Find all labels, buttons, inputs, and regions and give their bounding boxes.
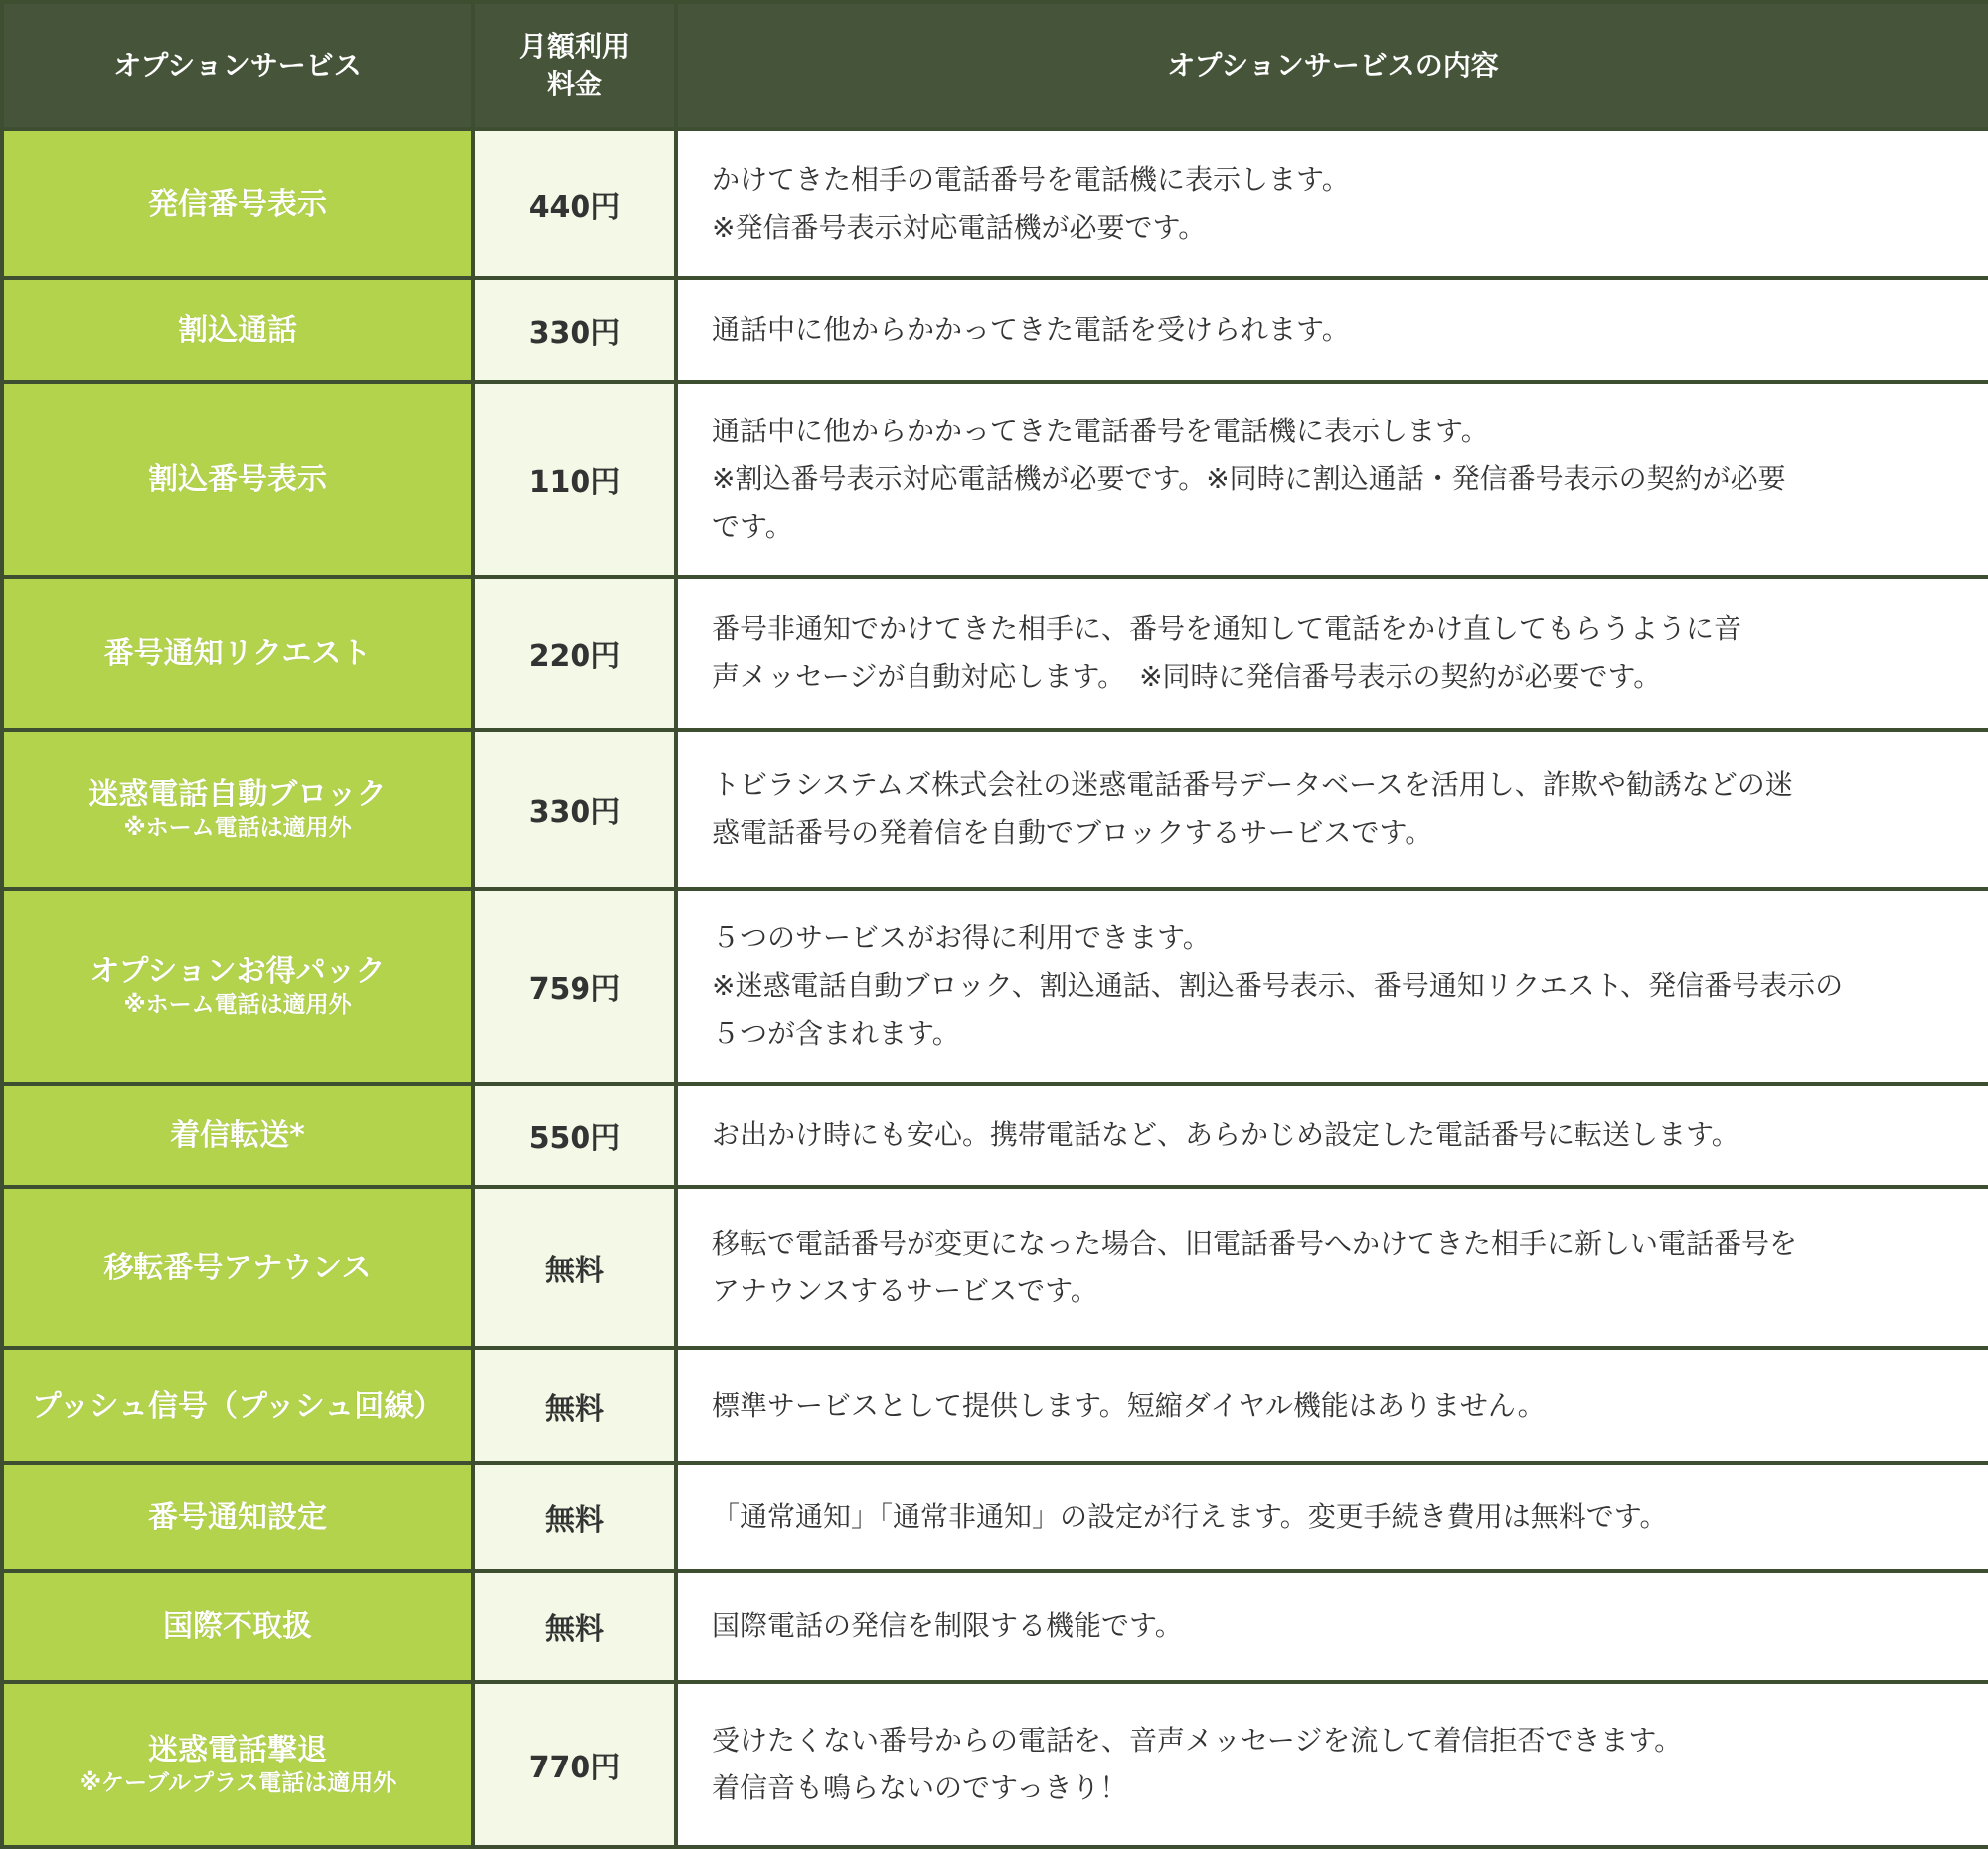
content-text: 通話中に他からかかってきた電話番号を電話機に表示します。 ※割込番号表示対応電話機が必要です。※同時に割込通話・発信番号表示の契約が必要 です。 bbox=[712, 414, 1786, 544]
service-note: ※ケーブルプラス電話は適用外 bbox=[79, 1769, 397, 1796]
content-text: 標準サービスとして提供します。短縮ダイヤル機能はありません。 bbox=[712, 1388, 1546, 1422]
price-value: 無料 bbox=[545, 1392, 604, 1427]
content-cell bbox=[678, 1086, 1988, 1189]
price-value: 330円 bbox=[528, 795, 621, 830]
service-name-cell bbox=[0, 1350, 475, 1465]
content-cell bbox=[678, 891, 1988, 1086]
service-name-cell bbox=[0, 1086, 475, 1189]
service-name: 番号通知設定 bbox=[148, 1499, 327, 1535]
service-name-cell bbox=[0, 1189, 475, 1350]
service-name: 移転番号アナウンス bbox=[103, 1250, 372, 1285]
service-name: 発信番号表示 bbox=[148, 186, 327, 222]
content-cell bbox=[678, 131, 1988, 280]
service-name: 迷惑電話撃退 bbox=[148, 1732, 327, 1767]
content-cell bbox=[678, 732, 1988, 891]
header-price-label: 月額利用 料金 bbox=[518, 30, 630, 100]
price-cell bbox=[475, 1573, 678, 1684]
content-cell bbox=[678, 384, 1988, 579]
service-name: オプションお得パック bbox=[89, 953, 386, 989]
content-text: トビラシステムズ株式会社の迷惑電話番号データベースを活用し、詐欺や勧誘などの迷 惑電話番号の発着信を自動でブロックするサービスです。 bbox=[712, 767, 1793, 849]
content-cell bbox=[678, 280, 1988, 384]
service-name: 国際不取扱 bbox=[163, 1608, 312, 1644]
header-service-label: オプションサービス bbox=[113, 49, 362, 83]
service-name-cell bbox=[0, 579, 475, 732]
service-name-cell bbox=[0, 1465, 475, 1573]
header-price bbox=[475, 0, 678, 131]
price-value: 770円 bbox=[528, 1751, 621, 1785]
price-cell bbox=[475, 131, 678, 280]
content-text: 国際電話の発信を制限する機能です。 bbox=[712, 1608, 1183, 1642]
price-cell bbox=[475, 732, 678, 891]
content-cell bbox=[678, 1573, 1988, 1684]
price-value: 220円 bbox=[528, 639, 621, 674]
price-value: 無料 bbox=[545, 1612, 604, 1647]
content-text: ５つのサービスがお得に利用できます。 ※迷惑電話自動ブロック、割込通話、割込番号表示、番号通知リクエスト、発信番号表示の ５つが含まれます。 bbox=[712, 921, 1844, 1051]
service-name: 割込通話 bbox=[178, 312, 297, 348]
price-cell bbox=[475, 579, 678, 732]
content-text: 受けたくない番号からの電話を、音声メッセージを流して着信拒否できます。 着信音も鳴らないのですっきり！ bbox=[712, 1723, 1683, 1804]
price-value: 330円 bbox=[528, 316, 621, 351]
service-name-cell bbox=[0, 1573, 475, 1684]
content-cell bbox=[678, 1684, 1988, 1849]
price-value: 759円 bbox=[528, 972, 621, 1007]
service-name: 着信転送* bbox=[170, 1117, 305, 1153]
service-note: ※ホーム電話は適用外 bbox=[123, 814, 352, 841]
content-text: お出かけ時にも安心。携帯電話など、あらかじめ設定した電話番号に転送します。 bbox=[712, 1117, 1740, 1151]
service-name-cell bbox=[0, 732, 475, 891]
service-note: ※ホーム電話は適用外 bbox=[123, 991, 352, 1018]
content-cell bbox=[678, 1350, 1988, 1465]
price-cell bbox=[475, 280, 678, 384]
content-text: 番号非通知でかけてきた相手に、番号を通知して電話をかけ直してもらうように音 声メッセージが自動対応します。 ※同時に発信番号表示の契約が必要です。 bbox=[712, 611, 1742, 693]
service-name-cell bbox=[0, 384, 475, 579]
content-cell bbox=[678, 1189, 1988, 1350]
content-text: 移転で電話番号が変更になった場合、旧電話番号へかけてきた相手に新しい電話番号を アナウンスするサービスです。 bbox=[712, 1226, 1798, 1307]
header-content-label: オプションサービスの内容 bbox=[1167, 49, 1499, 83]
price-cell bbox=[475, 1684, 678, 1849]
price-cell bbox=[475, 1465, 678, 1573]
content-text: 「通常通知」「通常非通知」の設定が行えます。変更手続き費用は無料です。 bbox=[712, 1499, 1668, 1533]
service-name-cell bbox=[0, 280, 475, 384]
price-cell bbox=[475, 1189, 678, 1350]
content-cell bbox=[678, 1465, 1988, 1573]
service-name-cell bbox=[0, 1684, 475, 1849]
price-cell bbox=[475, 384, 678, 579]
price-value: 440円 bbox=[528, 190, 621, 225]
service-name: 割込番号表示 bbox=[148, 461, 327, 497]
content-text: かけてきた相手の電話番号を電話機に表示します。 ※発信番号表示対応電話機が必要です。 bbox=[712, 162, 1350, 244]
service-name-cell bbox=[0, 131, 475, 280]
service-name-cell bbox=[0, 891, 475, 1086]
price-value: 無料 bbox=[545, 1503, 604, 1538]
price-value: 110円 bbox=[528, 465, 621, 500]
header-service bbox=[0, 0, 475, 131]
price-value: 550円 bbox=[528, 1121, 621, 1156]
service-name: 迷惑電話自動ブロック bbox=[88, 776, 387, 812]
service-name: プッシュ信号（プッシュ回線） bbox=[31, 1388, 444, 1424]
service-name: 番号通知リクエスト bbox=[103, 635, 372, 671]
price-cell bbox=[475, 1350, 678, 1465]
price-value: 無料 bbox=[545, 1254, 604, 1288]
header-content bbox=[678, 0, 1988, 131]
price-cell bbox=[475, 891, 678, 1086]
content-cell bbox=[678, 579, 1988, 732]
price-cell bbox=[475, 1086, 678, 1189]
content-text: 通話中に他からかかってきた電話を受けられます。 bbox=[712, 312, 1350, 346]
